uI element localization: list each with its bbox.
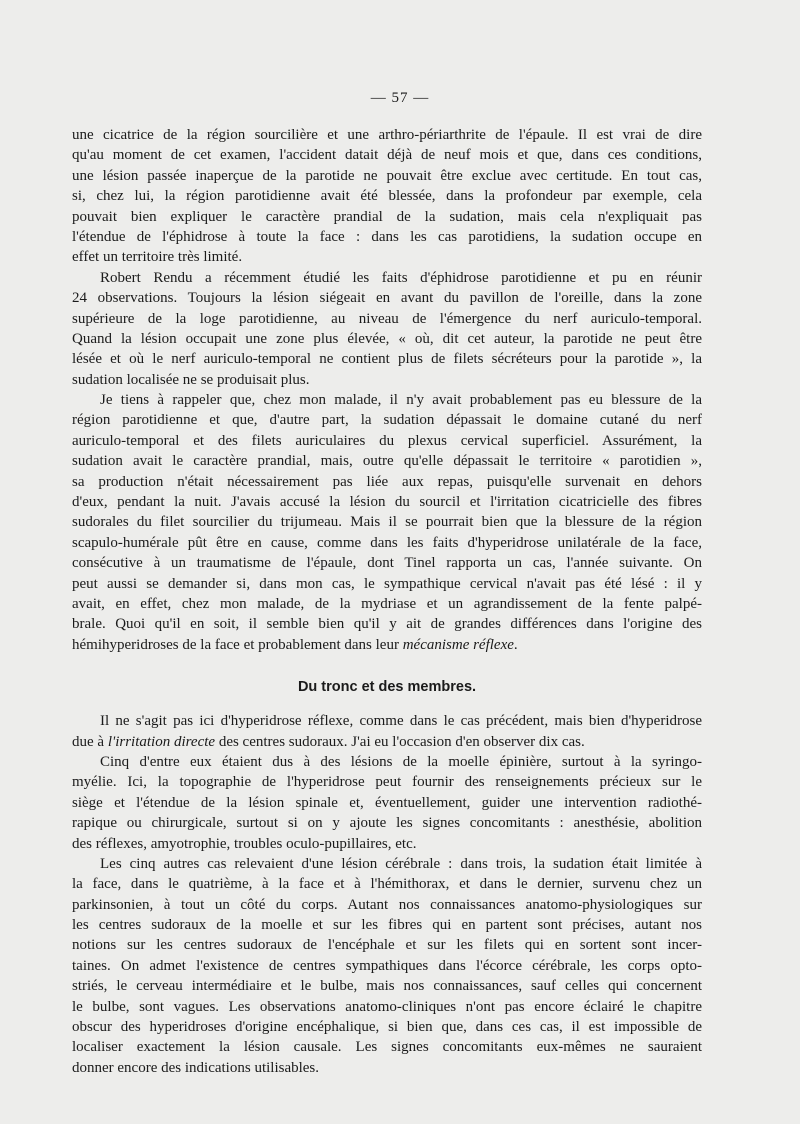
emphasis-text: l'irritation directe — [107, 733, 216, 750]
text-line: rapique ou chirurgicale, surtout si on y ajoute les signes concomitants : anesthésie, abolition — [72, 815, 702, 832]
text-line: due à l'irritation directe des centres sudoraux. J'ai eu l'occasion d'en observer dix cas. — [72, 733, 585, 750]
text-line: l'étendue de l'éphidrose à toute la face : dans les cas parotidiens, la sudation occupe en — [72, 228, 702, 245]
text-line: peut aussi se demander si, dans mon cas, le sympathique cervical n'avait pas été lésé : il y — [72, 575, 702, 592]
text-line: sudation avait le caractère prandial, mais, outre qu'elle dépassait le territoire « parotidien », — [72, 453, 702, 470]
text-line: 24 observations. Toujours la lésion siégeait en avant du pavillon de l'oreille, dans la zone — [72, 290, 702, 307]
text-line: d'eux, pendant la nuit. J'avais accusé la lésion du sourcil et l'irritation cicatricielle des fibres — [72, 494, 702, 511]
text-line: Robert Rendu a récemment étudié les faits d'éphidrose parotidienne et pu en réunir — [100, 269, 702, 286]
text-line: la face, dans le quatrième, à la face et à l'hémithorax, et dans le dernier, survenu chez un — [72, 876, 702, 893]
text-line: Cinq d'entre eux étaient dus à des lésions de la moelle épinière, surtout à la syringo- — [100, 753, 702, 770]
text-line: siège et l'étendue de la lésion spinale et, éventuellement, guider une intervention radiothé- — [72, 794, 702, 811]
text-line: striés, le cerveau intermédiaire et le bulbe, mais nos connaissances, sauf celles qui concernent — [72, 978, 702, 995]
text-line: les centres sudoraux de la moelle et sur les fibres qui en partent sont précises, autant nos — [72, 917, 702, 934]
text-line: localiser exactement la lésion causale. Les signes concomitants eux-mêmes ne sauraient — [72, 1039, 702, 1056]
text-line: une lésion passée inaperçue de la parotide ne pouvait être exclue avec certitude. En tout cas, — [72, 167, 702, 184]
text-line: une cicatrice de la région sourcilière et une arthro-périarthrite de l'épaule. Il est vrai de dire — [72, 127, 702, 143]
text-line: supérieure de la loge parotidienne, au niveau de l'émergence du nerf auriculo-temporal. — [72, 310, 702, 327]
text-line: hémihyperidroses de la face et probablement dans leur mécanisme réflexe. — [72, 636, 518, 653]
text-line: taines. On admet l'existence de centres sympathiques dans l'écorce cérébrale, les corps opto- — [72, 957, 702, 974]
section-heading: Du tronc et des membres. — [297, 679, 477, 696]
text-line: Il ne s'agit pas ici d'hyperidrose réflexe, comme dans le cas précédent, mais bien d'hyperidrose — [100, 713, 702, 730]
text-line: si, chez lui, la région parotidienne avait été blessée, dans la profondeur par exemple, cela — [72, 188, 702, 205]
text-line: donner encore des indications utilisables. — [72, 1059, 320, 1076]
text-line: effet un territoire très limité. — [72, 249, 243, 266]
text-line: notions sur les centres sudoraux de l'encéphale et sur les filets qui en sortent sont incer- — [72, 937, 702, 954]
text-line: brale. Quoi qu'il en soit, il semble bien qu'il y ait de grandes différences dans l'origine des — [72, 616, 702, 633]
body-text — [72, 125, 702, 1078]
text-line: myélie. Ici, la topographie de l'hyperidrose peut fournir des renseignements précieux sur le — [72, 774, 702, 791]
text-line: consécutive à un traumatisme de l'épaule, dont Tinel rapporta un cas, l'année suivante. On — [72, 555, 702, 572]
text-line: pouvait bien expliquer le caractère prandial de la sudation, mais cela n'expliquait pas — [72, 208, 702, 225]
text-line: qu'au moment de cet examen, l'accident datait déjà de neuf mois et que, dans ces conditions, — [72, 147, 702, 164]
text-line: Les cinq autres cas relevaient d'une lésion cérébrale : dans trois, la sudation était limitée à — [100, 855, 702, 872]
text-line: obscur des hyperidroses d'origine encéphalique, si bien que, dans ces cas, il est impossible de — [72, 1019, 702, 1036]
text-line: lésée et où le nerf auriculo-temporal ne contient plus de filets sécréteurs pour la parotide », la — [72, 351, 702, 368]
page-number: — 57 — — [370, 90, 430, 106]
text-line: Je tiens à rappeler que, chez mon malade, il n'y avait probablement pas eu blessure de la — [100, 392, 702, 409]
text-line: région parotidienne et que, d'autre part, la sudation dépassait le domaine cutané du nerf — [72, 412, 702, 429]
text-line: auriculo-temporal et des filets auriculaires du plexus cervical superficiel. Assurément, la — [72, 432, 702, 449]
text-line: sudation localisée ne se produisait plus. — [72, 371, 310, 388]
text-line: sudorales du filet sourcilier du trijumeau. Mais il se pourrait bien que la blessure de la région — [72, 514, 702, 531]
text-line: Quand la lésion occupait une zone plus élevée, « où, dit cet auteur, la parotide ne peut être — [72, 330, 702, 347]
text-line: scapulo-humérale pût être en cause, comme dans les faits d'hyperidrose unilatérale de la face, — [72, 534, 702, 551]
emphasis-text: mécanisme réflexe — [402, 636, 514, 653]
text-line: parkinsonien, à tout un côté du corps. Autant nos connaissances anatomo-physiologiques sur — [72, 896, 702, 913]
text-line: sa production n'était nécessairement pas liée aux repas, puisqu'elle survenait en dehors — [72, 473, 702, 490]
text-line: des réflexes, amyotrophie, troubles oculo-pupillaires, etc. — [72, 835, 417, 852]
text-line: avait, en effet, chez mon malade, de la mydriase et un agrandissement de la fente palpé- — [72, 595, 702, 612]
text-line: le bulbe, sont vagues. Les observations anatomo-cliniques n'ont pas encore éclairé le chapitre — [72, 998, 702, 1015]
